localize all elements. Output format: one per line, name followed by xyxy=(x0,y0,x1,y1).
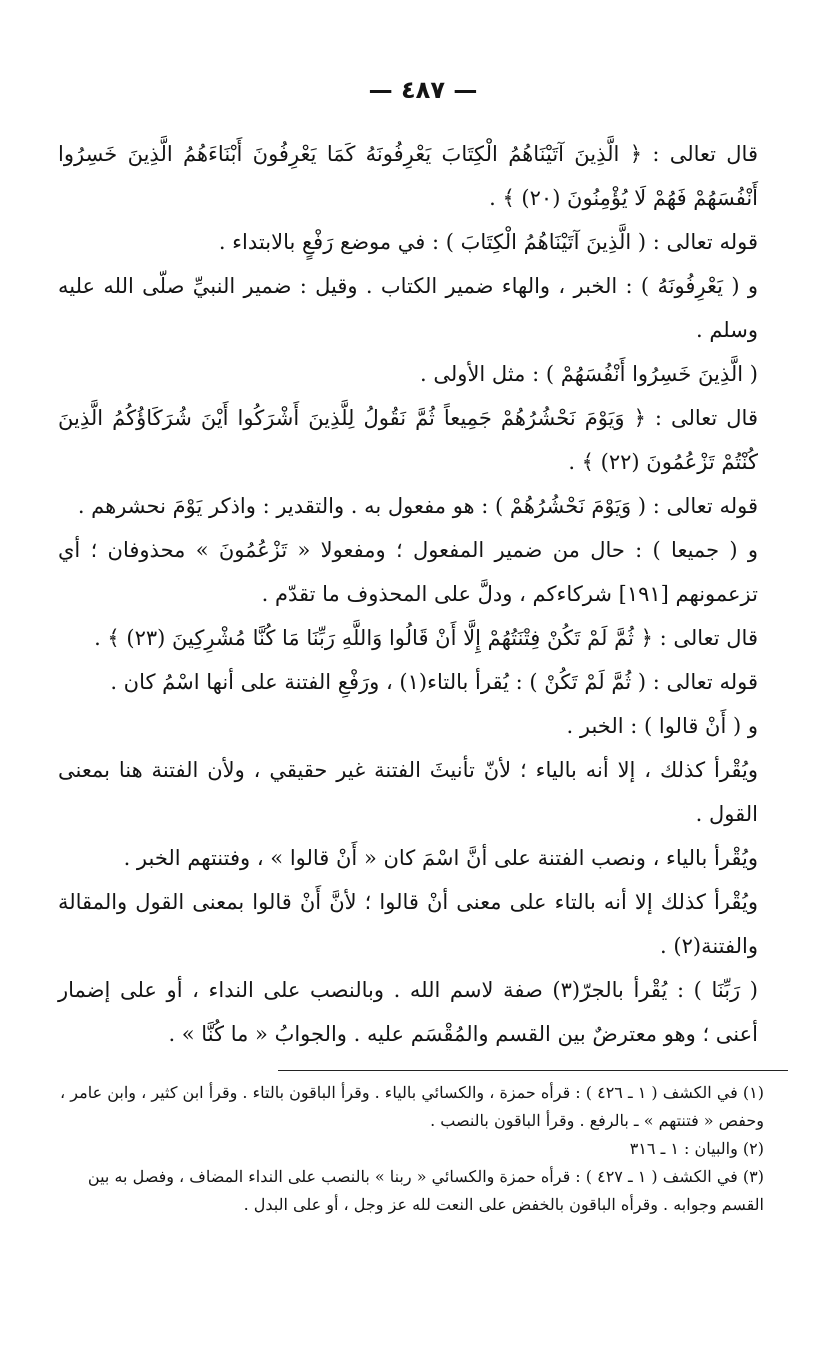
footnote: (٢) والبيان : ١ ـ ٣١٦ xyxy=(629,1139,764,1158)
footnote-divider xyxy=(278,1070,788,1071)
paragraph: و ( يَعْرِفُونَهُ ) : الخبر ، والهاء ضمير الكتاب . وقيل : ضمير النبيِّ صلّى الله عليه وسلم . xyxy=(58,274,758,342)
page-number: — ٤٨٧ — xyxy=(368,76,478,104)
main-text xyxy=(58,132,788,1056)
book-page xyxy=(58,70,788,1219)
paragraph: قال تعالى : ﴿ ثُمَّ لَمْ تَكُنْ فِتْنَتُهُمْ إِلَّا أَنْ قَالُوا وَاللَّهِ رَبِّنَا مَا كُنَّا مُشْرِكِينَ (٢٣) ﴾ . xyxy=(94,626,758,650)
footnote: (٣) في الكشف ( ١ ـ ٤٢٧ ) : قرأه حمزة والكسائي « ربنا » بالنصب على النداء المضاف ، وفصل به بين القسم وجوابه . وقرأه الباقون بالخفض على النعت لله عز وجل ، أو على البدل . xyxy=(87,1167,764,1214)
paragraph: قوله تعالى : ( ثُمَّ لَمْ تَكُنْ ) : يُقرأ بالتاء(١) ، ورَفْعِ الفتنة على أنها اسْمُ كان . xyxy=(110,670,758,694)
paragraph: ويُقْرأ كذلك ، إلا أنه بالياء ؛ لأنّ تأنيثَ الفتنة غير حقيقي ، ولأن الفتنة هنا بمعنى القول . xyxy=(58,758,758,826)
footnote: (١) في الكشف ( ١ ـ ٤٢٦ ) : قرأه حمزة ، والكسائي بالياء . وقرأ الباقون بالتاء . وقرأ ابن كثير ، وابن عامر ، وحفص « فتنتهم » ـ بالرفع . وقرأ الباقون بالنصب . xyxy=(60,1083,764,1130)
paragraph: ( رَبِّنَا ) : يُقْرأ بالجرّ(٣) صفة لاسم الله . وبالنصب على النداء ، أو على إضمار أعنى ؛ وهو معترضٌ بين القسم والمُقْسَم عليه . والجوابُ « ما كُنَّا » . xyxy=(58,978,758,1046)
paragraph: و ( أَنْ قالوا ) : الخبر . xyxy=(566,714,758,738)
paragraph: و ( جميعا ) : حال من ضمير المفعول ؛ ومفعولا « تَزْعُمُونَ » محذوفان ؛ أي تزعمونهم [١٩١] شركاءكم ، ودلَّ على المحذوف ما تقدّم . xyxy=(58,538,758,606)
paragraph: قوله تعالى : ( وَيَوْمَ نَحْشُرُهُمْ ) : هو مفعول به . والتقدير : واذكر يَوْمَ نحشرهم . xyxy=(77,494,758,518)
paragraph: ( الَّذِينَ خَسِرُوا أَنْفُسَهُمْ ) : مثل الأولى . xyxy=(420,362,758,386)
paragraph: ويُقْرأ كذلك إلا أنه بالتاء على معنى أنْ قالوا ؛ لأنَّ أَنْ قالوا بمعنى القول والمقالة والفتنة(٢) . xyxy=(58,890,758,958)
paragraph: قال تعالى : ﴿ وَيَوْمَ نَحْشُرُهُمْ جَمِيعاً ثُمَّ نَقُولُ لِلَّذِينَ أَشْرَكُوا أَيْنَ شُرَكَاؤُكُمُ الَّذِينَ كُنْتُمْ تَزْعُمُونَ (٢٢) ﴾ . xyxy=(58,406,758,474)
paragraph: قوله تعالى : ( الَّذِينَ آتَيْنَاهُمُ الْكِتَابَ ) : في موضع رَفْعٍ بالابتداء . xyxy=(218,230,758,254)
paragraph: ويُقْرأ بالياء ، ونصب الفتنة على أنَّ اسْمَ كان « أَنْ قالوا » ، وفتنتهم الخبر . xyxy=(123,846,758,870)
paragraph: قال تعالى : ﴿ الَّذِينَ آتَيْنَاهُمُ الْكِتَابَ يَعْرِفُونَهُ كَمَا يَعْرِفُونَ أَبْنَاءَهُمُ الَّذِينَ خَسِرُوا أَنْفُسَهُمْ فَهُمْ لَا يُؤْمِنُونَ (٢٠) ﴾ . xyxy=(58,142,758,210)
footnotes xyxy=(58,1079,788,1219)
